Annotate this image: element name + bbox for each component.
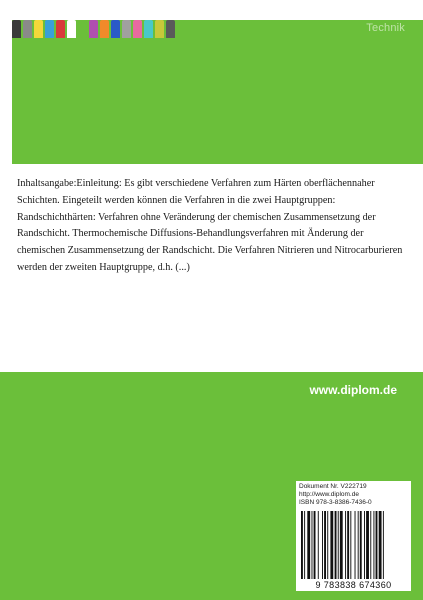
barcode-bar [383, 511, 384, 579]
barcode-bar [301, 511, 303, 579]
barcode-bar [358, 511, 359, 579]
cover-top-margin [0, 0, 423, 20]
barcode-bar [318, 511, 319, 579]
color-swatch [67, 20, 76, 38]
barcode-bar [350, 511, 351, 579]
isbn-barcode [298, 511, 408, 581]
color-swatch [56, 20, 65, 38]
category-label: Technik [366, 22, 405, 34]
color-swatch [45, 20, 54, 38]
color-swatch [12, 20, 21, 38]
color-swatch [133, 20, 142, 38]
color-swatch [78, 20, 87, 38]
website-link[interactable]: http://www.diplom.de [299, 491, 359, 498]
barcode-bar [376, 511, 378, 579]
barcode-bar [379, 511, 382, 579]
publisher-url[interactable]: www.diplom.de [309, 383, 397, 397]
cover-left-margin [0, 0, 12, 164]
isbn-number: ISBN 978-3-8386-7436-0 [299, 499, 372, 506]
barcode-bar [324, 511, 326, 579]
barcode-bar [370, 511, 371, 579]
barcode-bar [373, 511, 374, 579]
color-swatch [111, 20, 120, 38]
barcode-bar [327, 511, 328, 579]
color-swatch [144, 20, 153, 38]
color-swatch [155, 20, 164, 38]
book-blurb: Inhaltsangabe:Einleitung: Es gibt verschiedene Verfahren zum Härten oberflächennaher Schichten. Eingeteilt werden können die Verfahren in die zwei Hauptgruppen: Randschichthärten: Verfahren ohne Veränderung der chemischen Zusammensetzung der Randschicht. Thermochemische Diffusions-Behandlungsverfahren mit Änderung der chemischen Zusammensetzung der Randschicht. Die Verfahren Nitrieren und Nitrocarburieren werden der zweiten Hauptgruppe, d.h. (...) [17, 178, 403, 273]
color-swatch [100, 20, 109, 38]
barcode-bar [340, 511, 343, 579]
barcode-bar [322, 511, 323, 579]
color-swatch [166, 20, 175, 38]
barcode-digits: 9 783838 674360 [315, 580, 392, 590]
barcode-bar [307, 511, 310, 579]
color-swatch [89, 20, 98, 38]
document-number: Dokument Nr. V222719 [299, 483, 367, 490]
barcode-bar [338, 511, 339, 579]
barcode-bar [304, 511, 305, 579]
barcode-bar [366, 511, 369, 579]
barcode-bar [355, 511, 356, 579]
barcode-bar [345, 511, 346, 579]
barcode-bar [335, 511, 337, 579]
barcode-bar [347, 511, 349, 579]
barcode-bar [312, 511, 313, 579]
barcode-bar [360, 511, 362, 579]
color-swatch-strip [12, 20, 177, 38]
color-swatch [34, 20, 43, 38]
color-swatch [23, 20, 32, 38]
color-swatch [122, 20, 131, 38]
barcode-bar [330, 511, 333, 579]
barcode-bar [314, 511, 316, 579]
barcode-bar [364, 511, 365, 579]
